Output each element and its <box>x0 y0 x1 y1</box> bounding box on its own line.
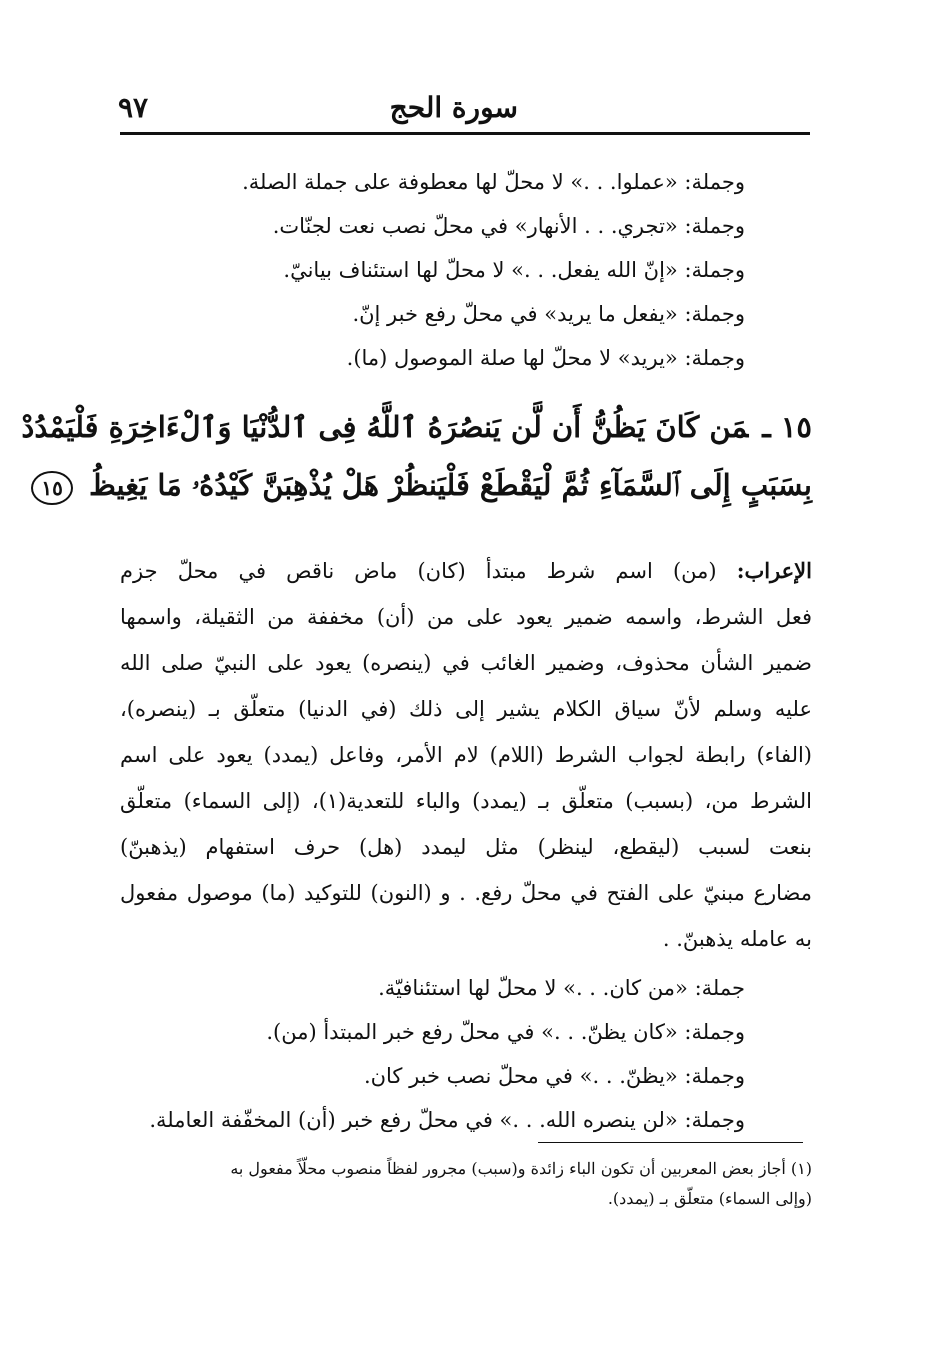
irab-paragraph <box>120 548 812 962</box>
irab-line: بنعت لسبب (ليقطع، لينظر) مثل ليمدد (هل) حرف استفهام (يذهبنّ) <box>120 835 812 859</box>
verse-text-1: مَن كَانَ يَظُنُّ أَن لَّن يَنصُرَهُ ٱللَّهُ فِى ٱلدُّنْيَا وَٱلْءَاخِرَةِ فَلْيَمْدُدْ <box>21 410 749 444</box>
sentence-line: وجملة: «يفعل ما يريد» في محلّ رفع خبر إنّ. <box>352 302 745 326</box>
sentence-line: وجملة: «عملوا. . .» لا محلّ لها معطوفة على جملة الصلة. <box>242 170 745 194</box>
verse-line-2 <box>41 456 812 514</box>
footnote-line: (وإلى السماء) متعلّق بـ (يمدد). <box>607 1189 812 1208</box>
ayah-end-mark: ١٥ <box>31 471 72 505</box>
irab-line: عليه وسلم لأنّ سياق الكلام يشير إلى ذلك (في الدنيا) متعلّق بـ (ينصره)، <box>120 697 812 721</box>
sentence-line: وجملة: «يظنّ. . .» في محلّ نصب خبر كان. <box>363 1064 745 1088</box>
irab-line: الشرط من، (بسبب) متعلّق بـ (يمدد) والباء للتعدية(١)، (إلى السماء) متعلّق <box>120 789 812 813</box>
sentence-line: جملة: «من كان. . .» لا محلّ لها استئنافيّة. <box>378 976 745 1000</box>
header-divider <box>120 132 810 135</box>
footnote-line: (١) أجاز بعض المعربين أن تكون الباء زائدة و(سبب) مجرور لفظاً منصوب محلّاً مفعول به <box>230 1159 812 1178</box>
sentence-line: وجملة: «كان يظنّ. . .» في محلّ رفع خبر المبتدأ (من). <box>266 1020 745 1044</box>
page-header <box>118 88 808 134</box>
sentence-line: وجملة: «لن ينصره الله. . .» في محلّ رفع خبر (أن) المخفّفة العاملة. <box>149 1108 745 1132</box>
quran-verse <box>21 398 812 514</box>
sentence-line: وجملة: «يريد» لا محلّ لها صلة الموصول (ما). <box>346 346 745 370</box>
verse-number: ١٥ ـ <box>762 410 812 444</box>
irab-line: (الفاء) رابطة لجواب الشرط (اللام) لام الأمر، وفاعل (يمدد) يعود على اسم <box>120 743 812 767</box>
irab-line: به عامله يذهبنّ. . <box>662 927 812 951</box>
irab-line: فعل الشرط، واسمه ضمير يعود على من (أن) مخففة من الثقيلة، واسمها <box>120 605 812 629</box>
verse-text-2: بِسَبَبٍ إِلَى ٱلسَّمَآءِ ثُمَّ لْيَقْطَعْ فَلْيَنظُرْ هَلْ يُذْهِبَنَّ كَيْدُهُۥ مَا يَغِيظُ <box>89 468 812 502</box>
sentence-analysis-bottom <box>125 966 745 1142</box>
irab-line: مضارع مبنيّ على الفتح في محلّ رفع. . و (النون) للتوكيد (ما) موصول مفعول <box>120 881 812 905</box>
page-number: ٩٧ <box>118 91 149 124</box>
irab-line: ضمير الشأن محذوف، وضمير الغائب في (ينصره) يعود على النبيّ صلى الله <box>120 651 812 675</box>
sentence-line: وجملة: «إنّ الله يفعل. . .» لا محلّ لها استئناف بيانيّ. <box>283 258 745 282</box>
irab-line-text: (من) اسم شرط مبتدأ (كان) ماض ناقص في محلّ جزم <box>120 559 717 583</box>
verse-line-1 <box>21 398 812 456</box>
surah-title: سورة الحج <box>389 91 518 124</box>
irab-line <box>120 548 812 594</box>
sentence-analysis-top <box>185 160 745 380</box>
sentence-line: وجملة: «تجري. . . الأنهار» في محلّ نصب نعت لجنّات. <box>272 214 745 238</box>
footnote-divider <box>538 1142 803 1143</box>
footnote <box>122 1154 812 1214</box>
irab-label: الإعراب: <box>736 558 812 583</box>
